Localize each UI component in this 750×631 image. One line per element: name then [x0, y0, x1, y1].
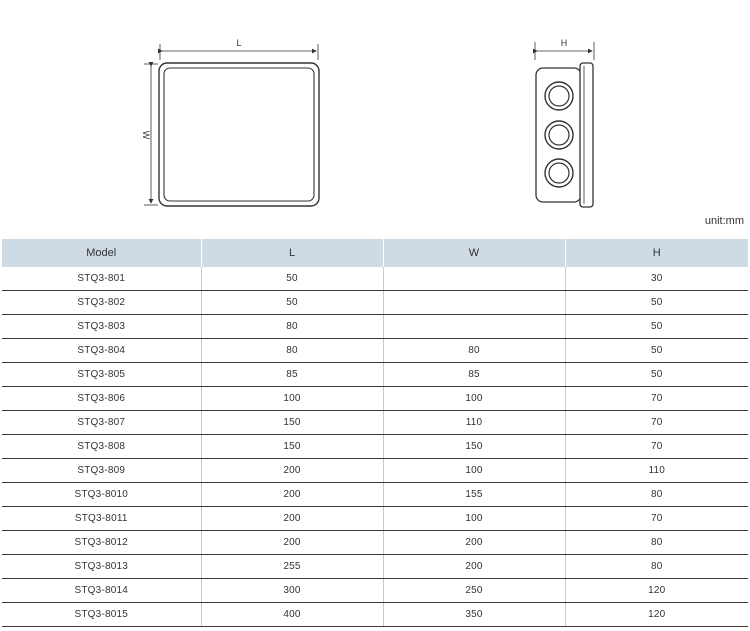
cell-length: 200: [201, 459, 383, 483]
table-row: [2, 507, 748, 531]
side-view: [535, 38, 594, 207]
knockout-top: [545, 82, 573, 110]
unit-note: unit:mm: [704, 215, 744, 227]
cell-length: 85: [201, 363, 383, 387]
cell-width: 100: [383, 387, 565, 411]
cell-model: STQ3-803: [2, 315, 201, 339]
cell-length: 100: [201, 387, 383, 411]
cell-height: 70: [565, 507, 748, 531]
header-height: H: [565, 239, 748, 267]
cell-height: 50: [565, 363, 748, 387]
table-header-row: [2, 239, 748, 267]
product-drawings: [0, 0, 750, 240]
box-front-lid: [164, 68, 314, 201]
cell-length: 50: [201, 267, 383, 291]
front-view: [141, 38, 319, 206]
cell-length: 200: [201, 483, 383, 507]
cell-width: 100: [383, 459, 565, 483]
cell-width: 350: [383, 603, 565, 627]
cell-height: 70: [565, 411, 748, 435]
table-row: [2, 555, 748, 579]
cell-model: STQ3-8014: [2, 579, 201, 603]
cell-model: STQ3-8012: [2, 531, 201, 555]
cell-length: 200: [201, 507, 383, 531]
cell-width: 85: [383, 363, 565, 387]
table-row: [2, 315, 748, 339]
table-row: [2, 579, 748, 603]
cell-height: 50: [565, 291, 748, 315]
header-model: Model: [2, 239, 201, 267]
cell-length: 150: [201, 435, 383, 459]
cell-height: 70: [565, 387, 748, 411]
knockout-bottom: [545, 159, 573, 187]
cell-model: STQ3-809: [2, 459, 201, 483]
cell-length: 50: [201, 291, 383, 315]
cell-height: 80: [565, 531, 748, 555]
table-row: [2, 411, 748, 435]
table-row: [2, 339, 748, 363]
cell-width: 155: [383, 483, 565, 507]
cell-width: 200: [383, 555, 565, 579]
cell-width: 110: [383, 411, 565, 435]
cell-height: 120: [565, 603, 748, 627]
cell-length: 255: [201, 555, 383, 579]
cell-width: [383, 315, 565, 339]
cell-length: 200: [201, 531, 383, 555]
table-row: [2, 435, 748, 459]
cell-width: 150: [383, 435, 565, 459]
cell-width: [383, 291, 565, 315]
header-length: L: [201, 239, 383, 267]
cell-model: STQ3-807: [2, 411, 201, 435]
cell-height: 50: [565, 315, 748, 339]
cell-length: 400: [201, 603, 383, 627]
cell-model: STQ3-8010: [2, 483, 201, 507]
cell-model: STQ3-804: [2, 339, 201, 363]
spec-table: [2, 239, 748, 627]
table-row: [2, 483, 748, 507]
cell-model: STQ3-802: [2, 291, 201, 315]
cell-height: 80: [565, 483, 748, 507]
table-row: [2, 363, 748, 387]
cell-width: 250: [383, 579, 565, 603]
length-label: L: [236, 38, 242, 48]
cell-width: 100: [383, 507, 565, 531]
cell-model: STQ3-806: [2, 387, 201, 411]
cell-model: STQ3-8011: [2, 507, 201, 531]
cell-width: 80: [383, 339, 565, 363]
table-row: [2, 603, 748, 627]
cell-width: 200: [383, 531, 565, 555]
header-width: W: [383, 239, 565, 267]
cell-length: 150: [201, 411, 383, 435]
table-row: [2, 291, 748, 315]
cell-length: 80: [201, 315, 383, 339]
cell-model: STQ3-808: [2, 435, 201, 459]
cell-height: 80: [565, 555, 748, 579]
cell-length: 300: [201, 579, 383, 603]
table-row: [2, 531, 748, 555]
cell-model: STQ3-805: [2, 363, 201, 387]
cell-model: STQ3-8015: [2, 603, 201, 627]
table-row: [2, 459, 748, 483]
table-row: [2, 267, 748, 291]
knockout-middle: [545, 121, 573, 149]
cell-height: 120: [565, 579, 748, 603]
table-row: [2, 387, 748, 411]
width-label: W: [141, 130, 151, 140]
height-label: H: [560, 38, 568, 48]
cell-model: STQ3-8013: [2, 555, 201, 579]
box-side-flange: [580, 63, 593, 207]
cell-width: [383, 267, 565, 291]
cell-height: 30: [565, 267, 748, 291]
cell-height: 110: [565, 459, 748, 483]
cell-model: STQ3-801: [2, 267, 201, 291]
cell-height: 50: [565, 339, 748, 363]
cell-length: 80: [201, 339, 383, 363]
cell-height: 70: [565, 435, 748, 459]
